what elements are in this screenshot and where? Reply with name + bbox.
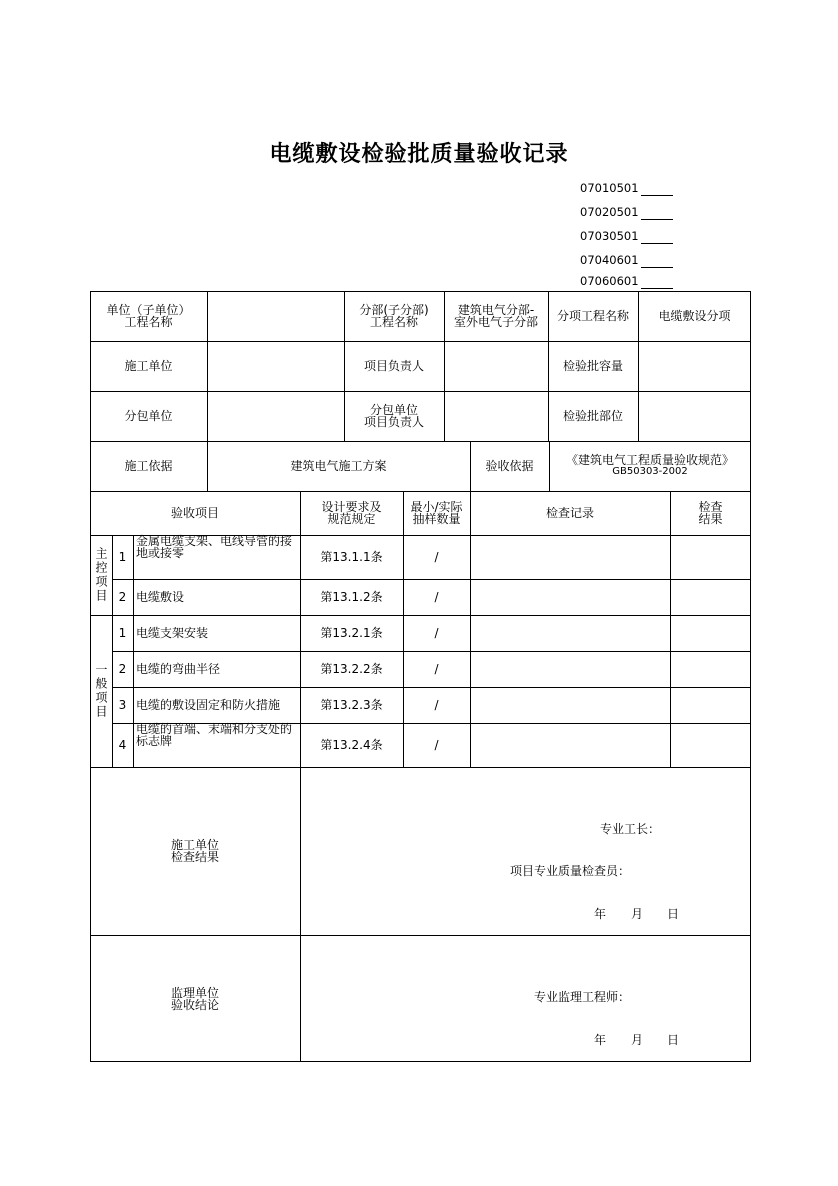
contractor-value[interactable] (207, 341, 344, 391)
batch-code (580, 252, 673, 273)
row-item (133, 723, 300, 767)
acceptance-basis-value[interactable] (549, 441, 751, 491)
batch-code-text: 07030501 (580, 229, 639, 243)
row-clause: 第13.2.2条 (320, 662, 383, 676)
row-item (133, 535, 300, 579)
row-item-line: 地或接零 (136, 546, 185, 560)
main-control-group-text: 主控项目 (94, 547, 108, 603)
supervisor-check-label (90, 935, 300, 1062)
row-record[interactable] (470, 723, 670, 767)
batch-code (580, 180, 673, 204)
subdivision-value[interactable] (444, 291, 548, 341)
code-blank (641, 276, 673, 289)
col-record-header: 检查记录 (545, 506, 594, 520)
row-item: 电缆的敷设固定和防火措施 (136, 698, 281, 712)
subdivision-value-line: 建筑电气分部- (457, 303, 535, 317)
row-item: 电缆敷设 (136, 590, 185, 604)
batch-capacity-label: 检验批容量 (562, 359, 623, 373)
row-sample[interactable]: / (434, 698, 439, 712)
row-item: 电缆支架安装 (136, 626, 209, 640)
col-result-header-line: 检查 (698, 500, 723, 514)
row-number: 2 (118, 662, 127, 676)
col-result-header (670, 491, 751, 535)
row-item-line: 电缆的首端、末端和分支处的 (136, 722, 293, 736)
row-result[interactable] (670, 535, 751, 579)
acceptance-basis-label: 验收依据 (485, 459, 534, 473)
project-manager-label: 项目负责人 (363, 359, 424, 373)
contractor-check-label (90, 767, 300, 935)
unit-name-label-line: 工程名称 (124, 315, 173, 329)
sub-pm-label-line: 项目负责人 (363, 415, 424, 429)
subdivision-label-line: 工程名称 (369, 315, 418, 329)
subdivision-value-line: 室外电气子分部 (453, 315, 538, 329)
subdivision-label (344, 291, 444, 341)
row-record[interactable] (470, 687, 670, 723)
col-design-header (300, 491, 403, 535)
subdivision-label-line: 分部(子分部) (359, 303, 429, 317)
row-clause: 第13.2.4条 (320, 738, 383, 752)
unit-name-label (90, 291, 207, 341)
row-result[interactable] (670, 723, 751, 767)
supervisor-date-month[interactable]: 月 (630, 1033, 643, 1047)
row-sample[interactable]: / (434, 550, 439, 564)
row-clause: 第13.1.2条 (320, 590, 383, 604)
row-result[interactable] (670, 615, 751, 651)
row-clause: 第13.1.1条 (320, 550, 383, 564)
code-blank (641, 207, 673, 220)
contractor-check-label-line: 检查结果 (170, 850, 219, 864)
subcontractor-value[interactable] (207, 391, 344, 441)
col-result-header-line: 结果 (698, 512, 723, 526)
acceptance-basis-line: 《建筑电气工程质量验收规范》 (565, 453, 734, 467)
unit-name-label-line: 单位（子单位） (106, 303, 191, 317)
batch-code (580, 228, 673, 252)
col-sample-header (403, 491, 470, 535)
batch-code-text: 07010501 (580, 181, 639, 195)
batch-code-text: 07060601 (580, 274, 639, 288)
contractor-label: 施工单位 (124, 359, 173, 373)
contractor-date-day[interactable]: 日 (666, 907, 679, 921)
item-name-value[interactable]: 电缆敷设分项 (658, 309, 731, 323)
row-number: 1 (118, 550, 127, 564)
batch-codes (580, 180, 673, 297)
row-sample[interactable]: / (434, 590, 439, 604)
row-number: 4 (118, 738, 127, 752)
unit-name-value[interactable] (207, 291, 344, 341)
row-item: 电缆的弯曲半径 (136, 662, 221, 676)
row-number: 3 (118, 698, 127, 712)
supervisor-date-day[interactable]: 日 (666, 1033, 679, 1047)
batch-code-text: 07020501 (580, 205, 639, 219)
item-name-label: 分项工程名称 (556, 309, 629, 323)
page-title: 电缆敷设检验批质量验收记录 (269, 141, 569, 167)
contractor-check-label-line: 施工单位 (170, 838, 219, 852)
supervising-engineer-signature[interactable]: 专业监理工程师： (533, 990, 630, 1004)
foreman-signature[interactable]: 专业工长： (599, 822, 660, 836)
general-group-label (90, 615, 112, 767)
construction-basis-label: 施工依据 (124, 459, 173, 473)
supervisor-date-year[interactable]: 年 (593, 1033, 606, 1047)
row-sample[interactable]: / (434, 626, 439, 640)
construction-basis-value[interactable]: 建筑电气施工方案 (290, 459, 387, 473)
col-design-header-line: 设计要求及 (321, 500, 382, 514)
row-sample[interactable]: / (434, 738, 439, 752)
col-sample-header-line: 抽样数量 (412, 512, 461, 526)
batch-part-label: 检验批部位 (562, 409, 623, 423)
contractor-date-month[interactable]: 月 (630, 907, 643, 921)
contractor-date-year[interactable]: 年 (593, 907, 606, 921)
batch-code (580, 204, 673, 228)
sub-pm-label-line: 分包单位 (369, 403, 418, 417)
row-record[interactable] (470, 651, 670, 687)
row-result[interactable] (670, 579, 751, 615)
row-number: 1 (118, 626, 127, 640)
code-blank (641, 183, 673, 196)
col-design-header-line: 规范规定 (327, 512, 376, 526)
supervisor-check-label-line: 验收结论 (170, 997, 219, 1012)
sub-pm-value[interactable] (444, 391, 548, 441)
project-manager-value[interactable] (444, 341, 548, 391)
batch-code-text: 07040601 (580, 253, 639, 267)
code-blank (641, 231, 673, 244)
row-number: 2 (118, 590, 127, 604)
row-item-line: 金属电缆支架、电线导管的接 (136, 534, 293, 548)
subcontractor-label: 分包单位 (124, 409, 173, 423)
row-clause: 第13.2.1条 (320, 626, 383, 640)
batch-capacity-value[interactable] (638, 341, 751, 391)
code-blank (641, 255, 673, 268)
row-result[interactable] (670, 651, 751, 687)
row-item-line: 标志牌 (136, 734, 173, 748)
row-sample[interactable]: / (434, 662, 439, 676)
row-clause: 第13.2.3条 (320, 698, 383, 712)
col-sample-header-line: 最小/实际 (410, 500, 463, 514)
main-control-group-label (90, 535, 112, 615)
row-result[interactable] (670, 687, 751, 723)
sub-pm-label (344, 391, 444, 441)
quality-inspector-signature[interactable]: 项目专业质量检查员： (509, 864, 630, 878)
row-record[interactable] (470, 615, 670, 651)
col-item-header: 验收项目 (170, 506, 219, 520)
general-group-text: 一般项目 (94, 663, 108, 719)
row-record[interactable] (470, 535, 670, 579)
batch-part-value[interactable] (638, 391, 751, 441)
row-record[interactable] (470, 579, 670, 615)
acceptance-basis-line: GB50303-2002 (612, 466, 688, 477)
supervisor-check-label-line: 监理单位 (170, 985, 219, 1000)
